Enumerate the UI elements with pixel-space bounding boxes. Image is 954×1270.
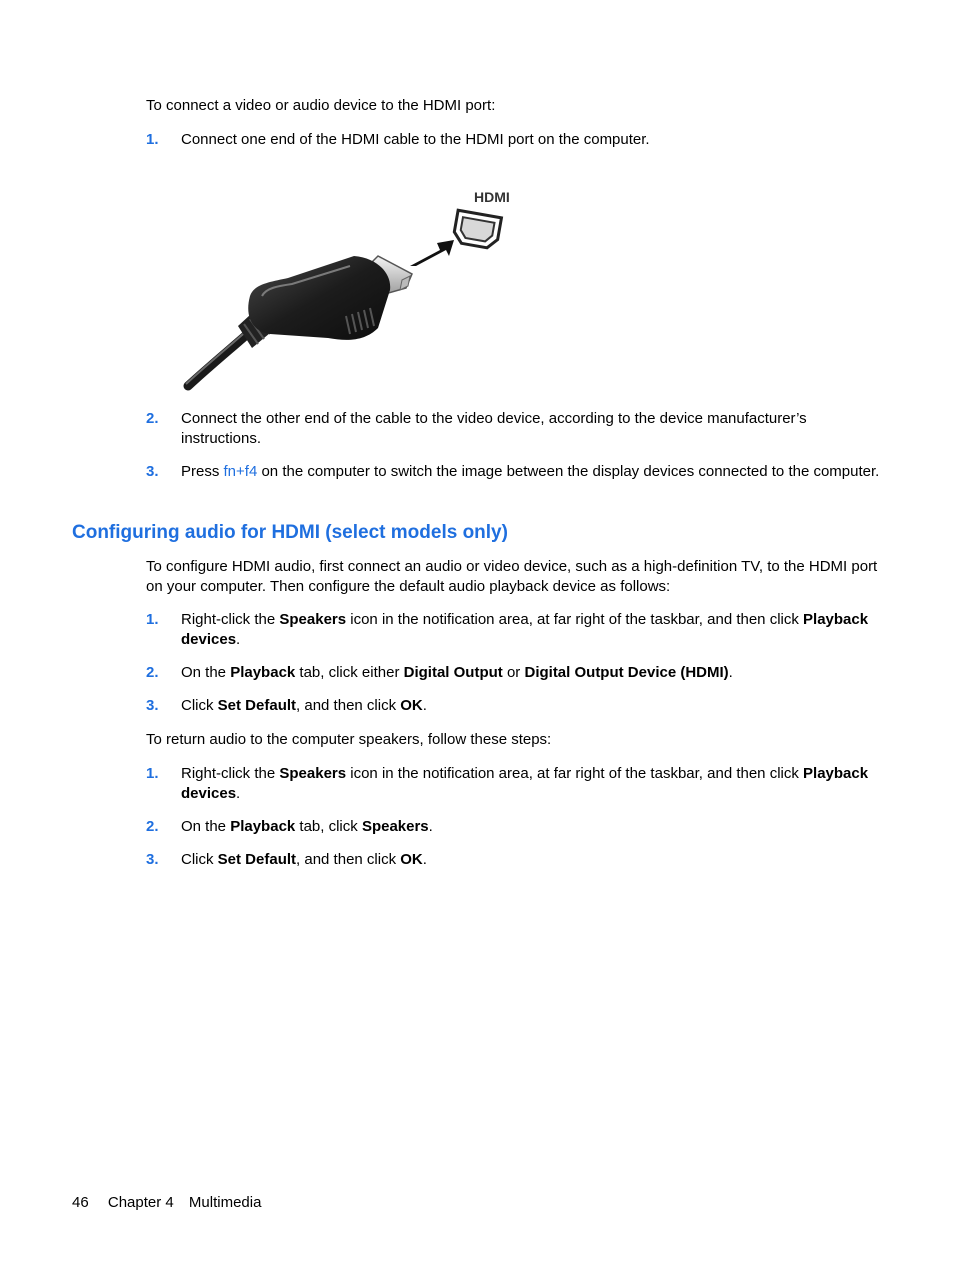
step-text: Connect one end of the HDMI cable to the HDMI port on the computer.	[181, 131, 650, 148]
text-run: icon in the notification area, at far right of the taskbar, and then click	[346, 765, 804, 782]
text-run: or	[502, 664, 525, 681]
step-text	[181, 850, 886, 870]
step-text	[181, 764, 886, 803]
step-text	[181, 817, 886, 837]
ui-term: Speakers	[361, 818, 429, 835]
text-run: .	[236, 784, 241, 802]
text-run: Click	[181, 697, 218, 714]
text-run: Click	[181, 851, 218, 868]
section-intro-paragraph: To configure HDMI audio, first connect an audio or video device, such as a high-definition TV, to the HDMI port on your computer. Then configure the default audio playback device as follows:	[146, 558, 878, 595]
text-run: .	[236, 630, 241, 648]
text-run: On the	[181, 818, 231, 835]
step-text	[181, 663, 886, 683]
intro-paragraph: To connect a video or audio device to the HDMI port:	[146, 97, 496, 114]
ui-term: Playback devices	[181, 765, 869, 802]
hdmi-cable-svg	[178, 178, 522, 394]
ui-term: Set Default	[217, 697, 297, 714]
chapter-title: Multimedia	[188, 1194, 262, 1211]
ui-term: Speakers	[279, 611, 347, 628]
text-run: , and then click	[296, 851, 401, 868]
ui-term: OK	[400, 851, 423, 868]
text-run: .	[428, 818, 433, 835]
ui-term: Playback	[230, 818, 296, 835]
hdmi-port-label: HDMI	[474, 189, 510, 205]
ui-term: Set Default	[217, 851, 297, 868]
step-number: 3.	[146, 463, 159, 480]
step-text-pre: Press	[181, 463, 224, 480]
hdmi-port-icon	[453, 210, 502, 249]
step-number: 3.	[146, 697, 159, 714]
step-number: 1.	[146, 611, 159, 628]
hdmi-cable-illustration	[178, 178, 522, 394]
step-number: 2.	[146, 818, 159, 835]
step-text	[181, 610, 886, 649]
ui-term: Playback devices	[181, 611, 869, 648]
cable-icon	[188, 330, 252, 386]
return-intro-paragraph: To return audio to the computer speakers, follow these steps:	[146, 731, 552, 748]
page-number: 46	[72, 1194, 89, 1211]
text-run: Right-click the	[181, 611, 280, 628]
text-run: .	[422, 851, 427, 868]
step-text	[181, 696, 886, 716]
ui-term: OK	[400, 697, 423, 714]
step-number: 1.	[146, 765, 159, 782]
insert-arrow-icon	[410, 240, 454, 266]
step-number: 2.	[146, 664, 159, 681]
text-run: .	[728, 664, 733, 681]
step-text-post: on the computer to switch the image between the display devices connected to the computer.	[257, 463, 880, 480]
text-run: Right-click the	[181, 765, 280, 782]
chapter-label: Chapter 4	[107, 1194, 174, 1211]
text-run: tab, click	[295, 818, 362, 835]
text-run: icon in the notification area, at far right of the taskbar, and then click	[346, 611, 804, 628]
text-run: , and then click	[296, 697, 401, 714]
step-text: Connect the other end of the cable to the video device, according to the device manufacturer’s instructions.	[181, 410, 807, 447]
text-run: On the	[181, 664, 231, 681]
keyboard-shortcut: fn+f4	[223, 463, 258, 480]
hdmi-plug-icon	[248, 256, 390, 340]
ui-term: Digital Output	[403, 664, 503, 681]
section-heading: Configuring audio for HDMI (select models only)	[72, 522, 508, 543]
step-number: 2.	[146, 410, 159, 427]
ui-term: Speakers	[279, 765, 347, 782]
step-number: 1.	[146, 131, 159, 148]
text-run: .	[422, 697, 427, 714]
text-run: tab, click either	[295, 664, 404, 681]
page-footer	[72, 1193, 261, 1212]
ui-term: Playback	[230, 664, 296, 681]
ui-term: Digital Output Device (HDMI)	[524, 664, 729, 681]
step-number: 3.	[146, 851, 159, 868]
step-text	[181, 462, 886, 482]
